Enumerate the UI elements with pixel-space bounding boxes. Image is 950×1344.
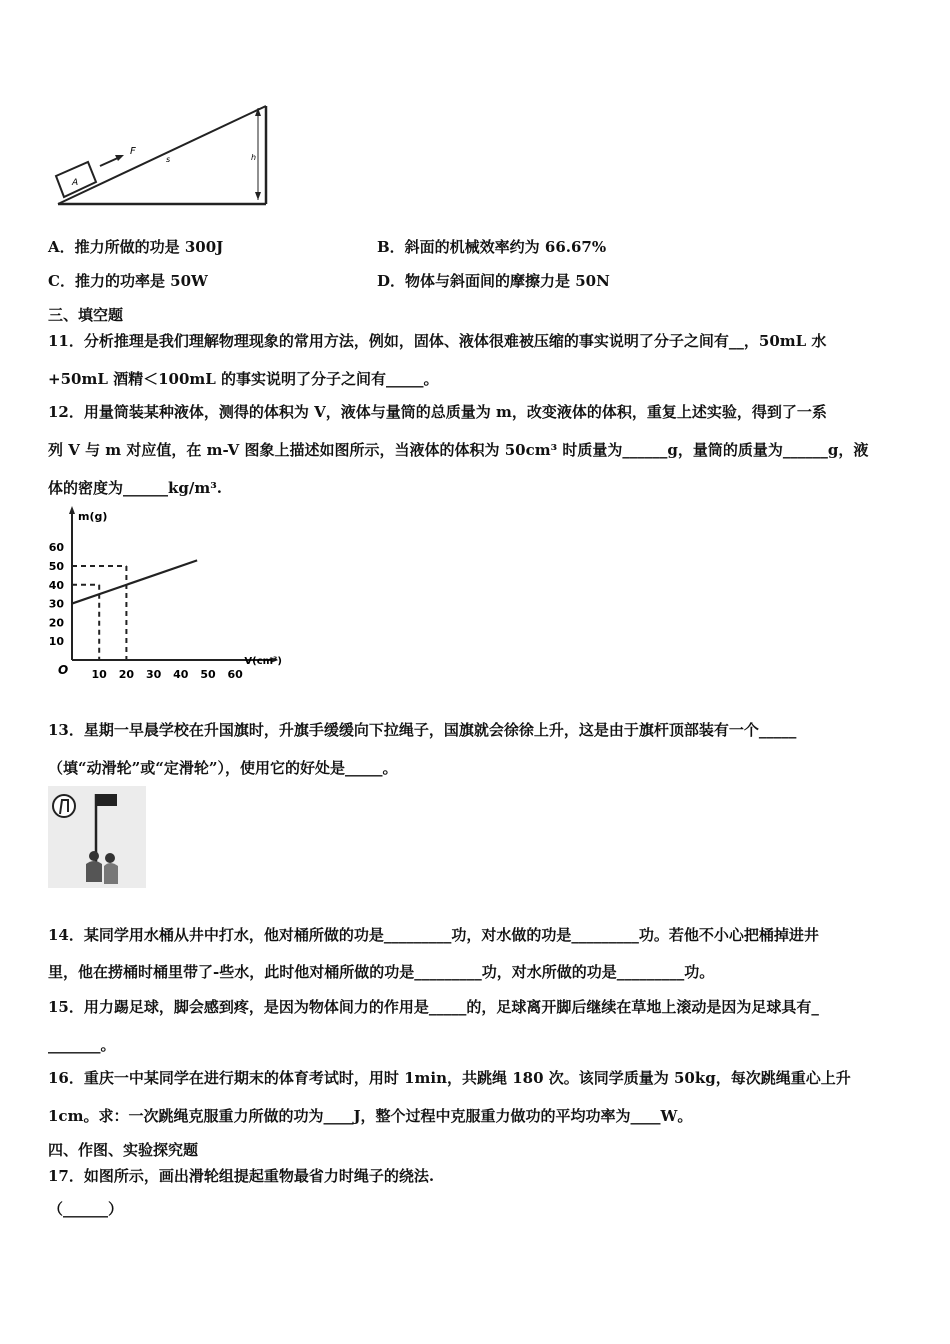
section-3-title: 三、填空题 (48, 306, 124, 324)
q16-line1: 16．重庆一中某同学在进行期末的体育考试时，用时 1min，共跳绳 180 次。该同学质量为 50kg，每次跳绳重心上升 (48, 1069, 851, 1087)
origin-label: O (58, 663, 69, 677)
incline-diagram (48, 100, 278, 212)
mv-chart-svg (44, 502, 334, 684)
q13-line1: 13．星期一早晨学校在升国旗时，升旗手缓缓向下拉绳子，国旗就会徐徐上升，这是由于旗杆顶部装有一个_____ (48, 721, 797, 739)
incline-figure (48, 100, 278, 212)
q13-line2: （填“动滑轮”或“定滑轮”），使用它的好处是_____。 (48, 759, 398, 777)
y-tick-label: 50 (48, 560, 64, 573)
flag-raising-drawing (48, 786, 146, 888)
q14-line1: 14．某同学用水桶从井中打水，他对桶所做的功是_________功，对水做的功是_________功。若他不小心把桶掉进井 (48, 926, 819, 944)
y-tick-label: 30 (48, 597, 64, 611)
x-tick-label: 10 (91, 668, 107, 681)
q15-line2: _______。 (48, 1036, 116, 1054)
x-tick-label: 20 (118, 668, 135, 681)
flag-raising-image (48, 786, 146, 888)
q12-line3: 体的密度为______kg/m³. (48, 479, 223, 497)
q17-line1: 17．如图所示，画出滑轮组提起重物最省力时绳子的绕法. (48, 1167, 435, 1185)
y-axis-label: m(g) (78, 510, 108, 523)
option-c: C．推力的功率是 50W (48, 272, 208, 290)
x-axis-label: V(cm³) (244, 656, 283, 667)
y-tick-label: 20 (48, 616, 64, 630)
x-tick-label: 50 (200, 668, 216, 681)
q11-line1: 11．分析推理是我们理解物理现象的常用方法，例如，固体、液体很难被压缩的事实说明了分子之间有__，50mL 水 (48, 332, 827, 350)
q14-line2: 里，他在捞桶时桶里带了-些水，此时他对桶所做的功是_________功，对水所做的功是_________功。 (48, 963, 715, 981)
y-tick-label: 10 (48, 635, 64, 649)
y-tick-label: 60 (48, 541, 64, 555)
force-label: F (130, 146, 136, 157)
block-label: A (72, 178, 79, 188)
x-tick-label: 30 (145, 668, 162, 681)
q11-line2: +50mL 酒精＜100mL 的事实说明了分子之间有_____。 (48, 370, 439, 388)
y-tick-label: 40 (48, 578, 64, 592)
s-label: s (166, 155, 171, 164)
y-axis-arrow (69, 506, 75, 514)
q12-line2: 列 V 与 m 对应值，在 m-V 图象上描述如图所示，当液体的体积为 50cm³ 时质量为______g，量筒的质量为______g，液 (48, 441, 869, 459)
option-a: A．推力所做的功是 300J (48, 238, 224, 256)
section-4-title: 四、作图、实验探究题 (48, 1141, 199, 1159)
option-b: B．斜面的机械效率约为 66.67% (377, 238, 607, 256)
mv-chart (44, 502, 334, 684)
q15-line1: 15．用力踢足球，脚会感到疼，是因为物体间力的作用是_____的，足球离开脚后继续在草地上滚动是因为足球具有_ (48, 998, 819, 1016)
option-d: D．物体与斜面间的摩擦力是 50N (377, 272, 610, 290)
q17-line2: （______） (48, 1200, 124, 1218)
x-tick-label: 60 (227, 668, 243, 681)
q16-line2: 1cm。求：一次跳绳克服重力所做的功为____J，整个过程中克服重力做功的平均功率为____W。 (48, 1107, 693, 1125)
h-label: h (251, 153, 257, 162)
q12-line1: 12．用量筒装某种液体，测得的体积为 V，液体与量筒的总质量为 m，改变液体的体积，重复上述实验，得到了一系 (48, 403, 827, 421)
x-tick-label: 40 (173, 668, 189, 681)
